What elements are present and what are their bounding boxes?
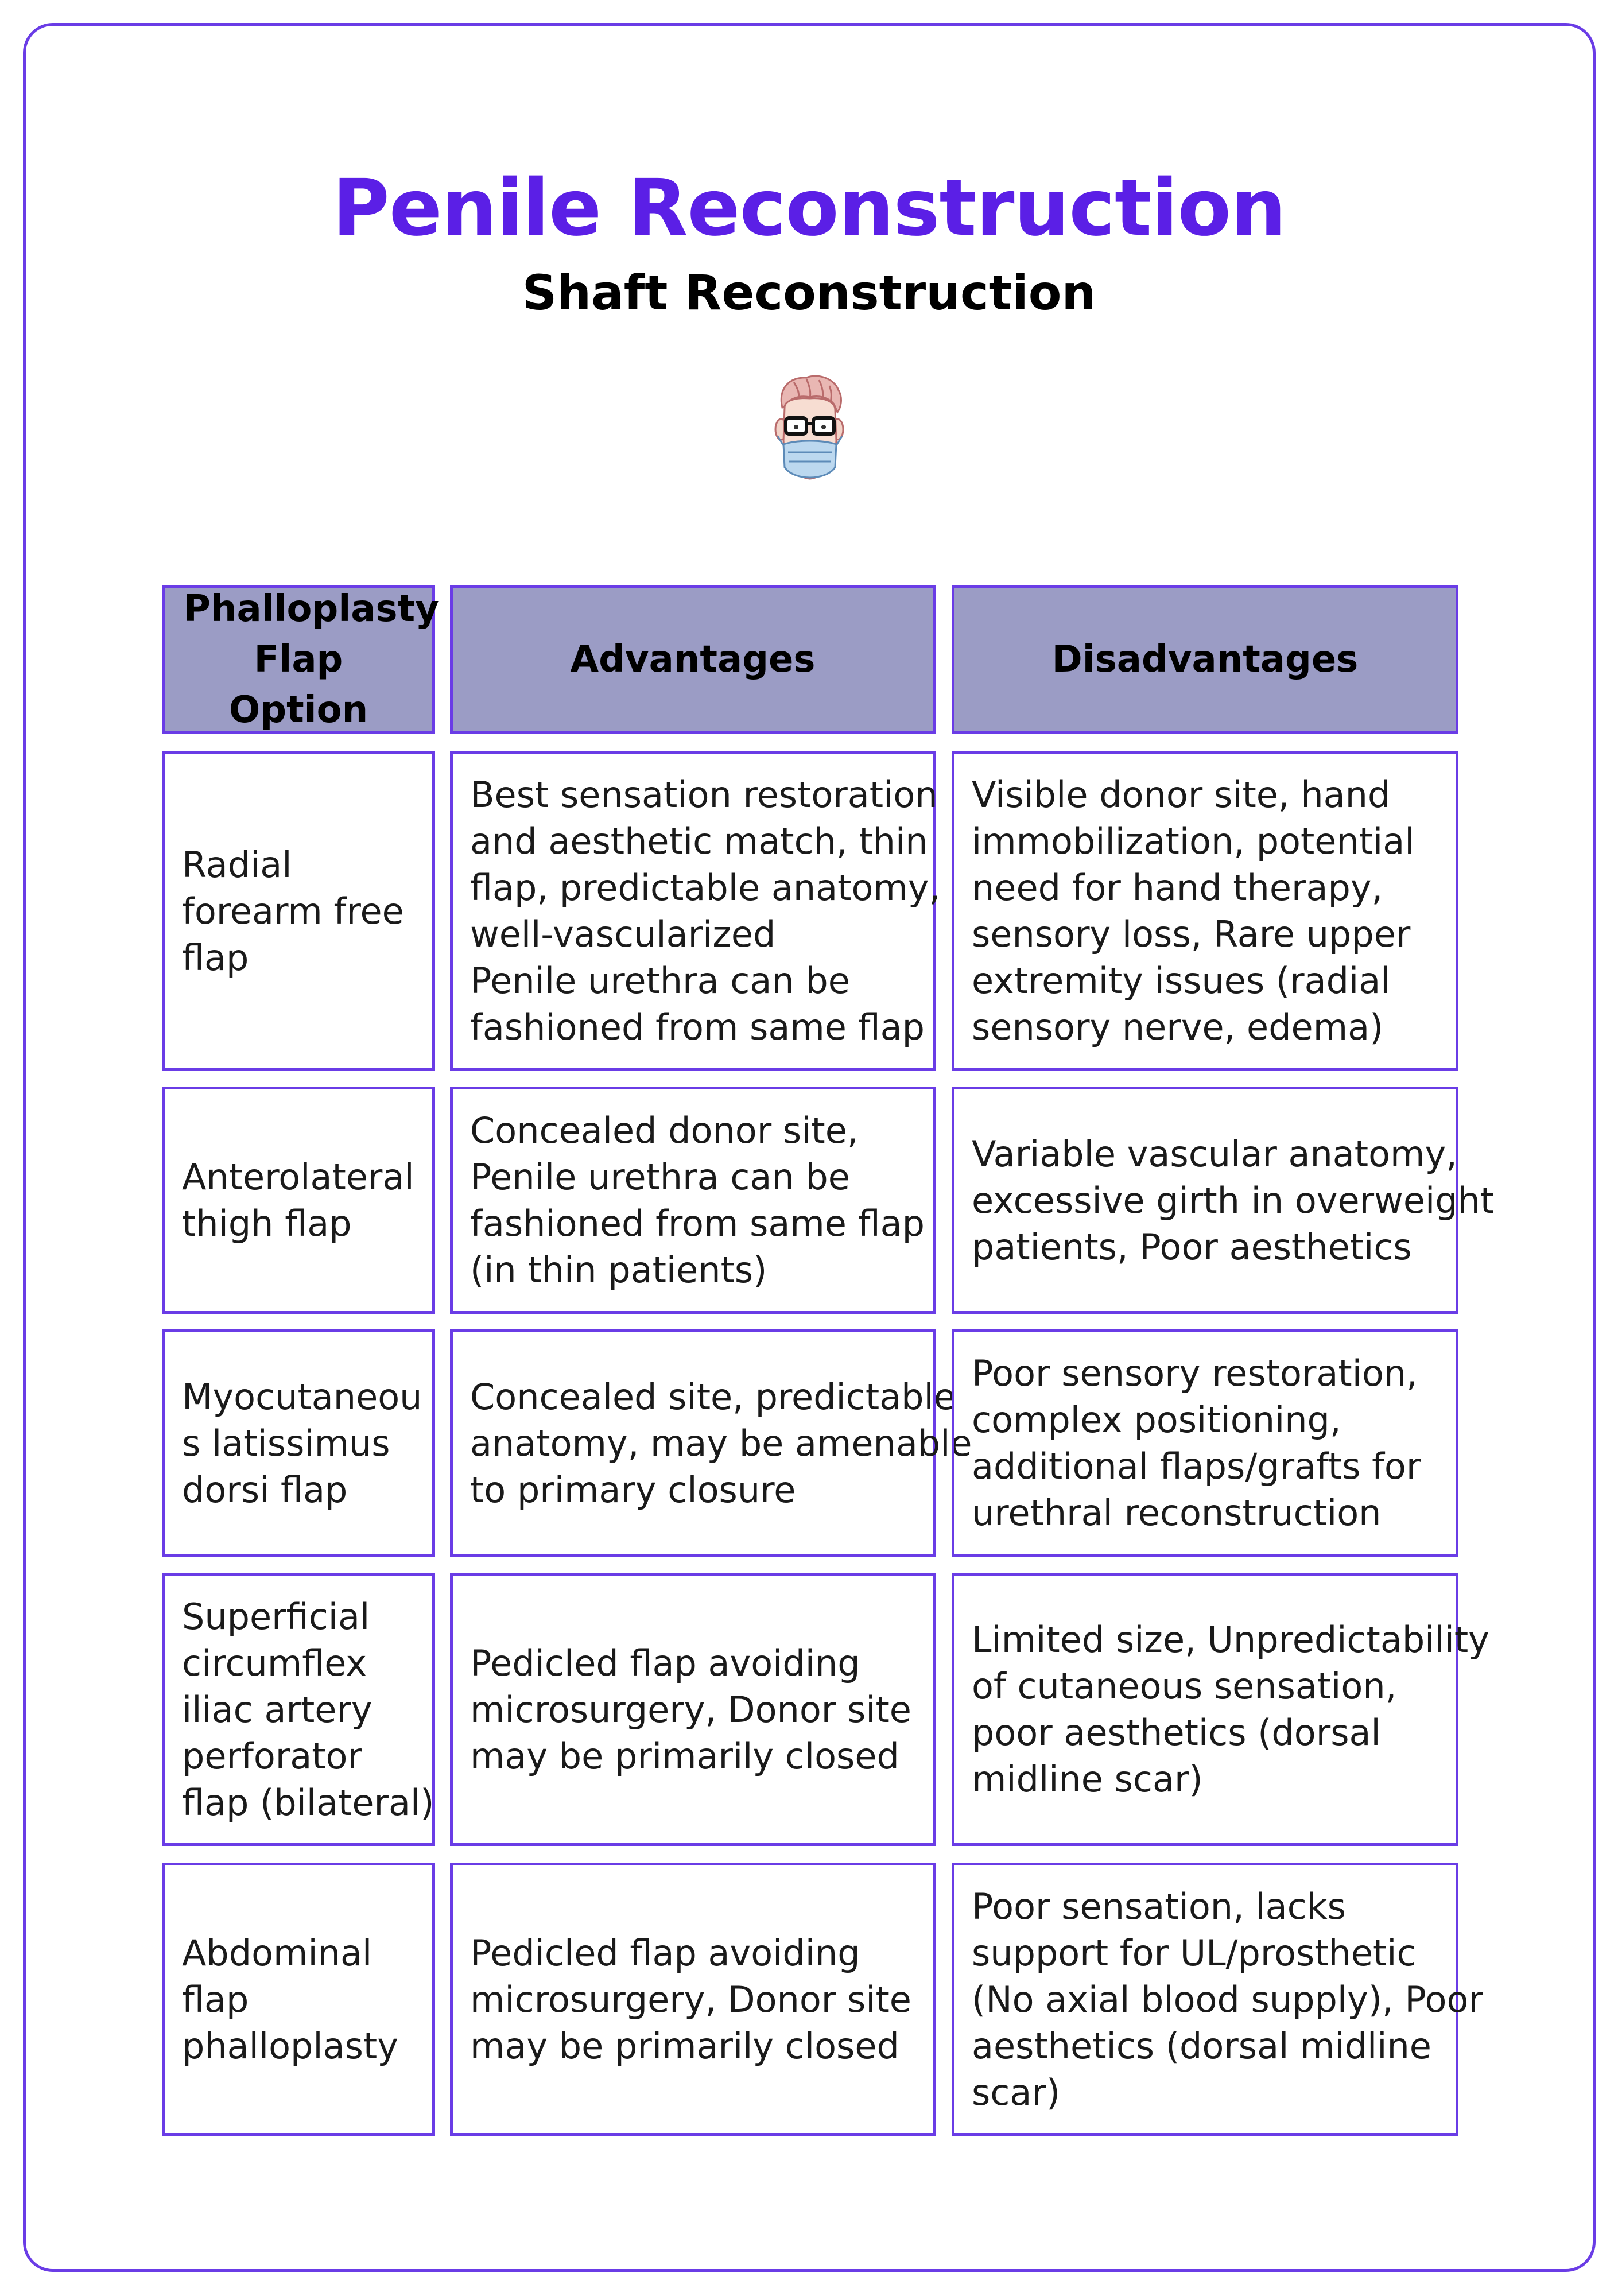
option-text [182, 1374, 422, 1513]
header-cell-option [162, 585, 439, 734]
table-cell-advantages [450, 1573, 936, 1846]
option-text [182, 1154, 414, 1247]
text-line: Poor sensation, lacks [972, 1885, 1346, 1927]
text-line: Penile urethra can be [470, 1156, 850, 1198]
header-cell-advantages [450, 585, 936, 734]
page-title: Penile Reconstruction [332, 163, 1286, 254]
text-line: (No axial blood supply), Poor [972, 1978, 1483, 2020]
text-line: dorsi flap [182, 1468, 348, 1511]
text-line: flap (bilateral) [182, 1781, 434, 1824]
text-line: Penile urethra can be [470, 960, 850, 1002]
text-line: to primary closure [470, 1468, 796, 1511]
text-line: Visible donor site, hand [972, 774, 1391, 816]
text-line: Pedicled flap avoiding [470, 1642, 860, 1684]
text-line: may be primarily closed [470, 1735, 899, 1777]
table-cell-option [162, 1573, 435, 1846]
text-line: Superficial [182, 1595, 370, 1638]
table-cell-option [162, 1087, 435, 1314]
text-line: patients, Poor aesthetics [972, 1225, 1412, 1268]
text-line: complex positioning, [972, 1399, 1341, 1441]
text-line: excessive girth in overweight [972, 1179, 1495, 1221]
advantages-text [470, 1374, 972, 1513]
text-line: Myocutaneou [182, 1375, 422, 1418]
text-line: Poor sensory restoration, [972, 1352, 1418, 1394]
text-line: flap, predictable anatomy, [470, 867, 941, 909]
table-cell-advantages [450, 1329, 972, 1557]
table-cell-disadvantages [952, 1863, 1483, 2136]
table-cell-disadvantages [952, 1087, 1495, 1314]
disadvantages-text [972, 1616, 1489, 1802]
text-line: need for hand therapy, [972, 867, 1383, 909]
text-line: and aesthetic match, thin [470, 820, 928, 862]
text-line: perforator [182, 1735, 362, 1777]
text-line: support for UL/prosthetic [972, 1932, 1417, 1974]
text-line: sensory loss, Rare upper [972, 913, 1411, 955]
text-line: sensory nerve, edema) [972, 1006, 1384, 1048]
text-line: fashioned from same flap [470, 1006, 925, 1048]
table-cell-advantages [450, 751, 941, 1071]
text-line: forearm free [182, 890, 404, 932]
option-text [182, 1930, 398, 2069]
text-line: thigh flap [182, 1203, 352, 1244]
text-line: scar) [972, 2071, 1061, 2113]
table-cell-disadvantages [952, 1573, 1489, 1846]
option-text [182, 841, 404, 981]
advantages-text [470, 1930, 911, 2069]
text-line: of cutaneous sensation, [972, 1665, 1397, 1707]
text-line: additional flaps/grafts for [972, 1445, 1421, 1487]
text-line: flap [182, 1978, 249, 2020]
advantages-text [470, 1640, 911, 1779]
text-line: iliac artery [182, 1688, 373, 1731]
text-line: s latissimus [182, 1422, 390, 1464]
text-line: Concealed donor site, [470, 1110, 859, 1151]
text-line: anatomy, may be amenable [470, 1422, 972, 1464]
text-line: aesthetics (dorsal midline [972, 2024, 1431, 2067]
text-line: microsurgery, Donor site [470, 1978, 911, 2020]
text-line: well-vascularized [470, 913, 776, 955]
text-line: urethral reconstruction [972, 1492, 1382, 1534]
text-line: may be primarily closed [470, 2024, 899, 2067]
text-line: flap [182, 936, 249, 979]
text-line: extremity issues (radial [972, 960, 1391, 1002]
text-line: midline scar) [972, 1758, 1203, 1800]
header-label: Advantages [570, 638, 816, 681]
disadvantages-text [972, 771, 1415, 1050]
text-line: Radial [182, 843, 292, 886]
table-cell-advantages [450, 1087, 936, 1314]
text-line: circumflex [182, 1642, 367, 1684]
disadvantages-text [972, 1883, 1483, 2116]
text-line: (in thin patients) [470, 1249, 767, 1291]
text-line: microsurgery, Donor site [470, 1688, 911, 1731]
advantages-text [470, 771, 940, 1050]
text-line: fashioned from same flap [470, 1203, 925, 1244]
text-line: Limited size, Unpredictability [972, 1619, 1489, 1661]
doctor-mascot-icon [766, 372, 852, 492]
advantages-text [470, 1107, 925, 1293]
table-cell-option [162, 751, 435, 1071]
table-cell-option [162, 1863, 435, 2136]
text-line: Best sensation restoration [470, 774, 938, 816]
text-line: poor aesthetics (dorsal [972, 1712, 1381, 1754]
table-cell-advantages [450, 1863, 936, 2136]
header-label: Disadvantages [1051, 638, 1359, 681]
text-line: immobilization, potential [972, 820, 1415, 862]
page-subtitle: Shaft Reconstruction [522, 265, 1096, 321]
text-line: Anterolateral [182, 1156, 414, 1198]
header-cell-disadvantages [952, 585, 1458, 734]
table-cell-disadvantages [952, 1329, 1458, 1557]
disadvantages-text [972, 1350, 1421, 1536]
table-cell-disadvantages [952, 751, 1458, 1071]
text-line: phalloplasty [182, 2024, 398, 2067]
text-line: Variable vascular anatomy, [972, 1133, 1457, 1175]
text-line: Abdominal [182, 1932, 373, 1974]
header-label: Phalloplasty Flap Option [184, 588, 439, 731]
table-cell-option [162, 1329, 435, 1557]
disadvantages-text [972, 1131, 1494, 1270]
text-line: Concealed site, predictable [470, 1375, 956, 1418]
option-text [182, 1593, 434, 1826]
text-line: Pedicled flap avoiding [470, 1932, 860, 1974]
